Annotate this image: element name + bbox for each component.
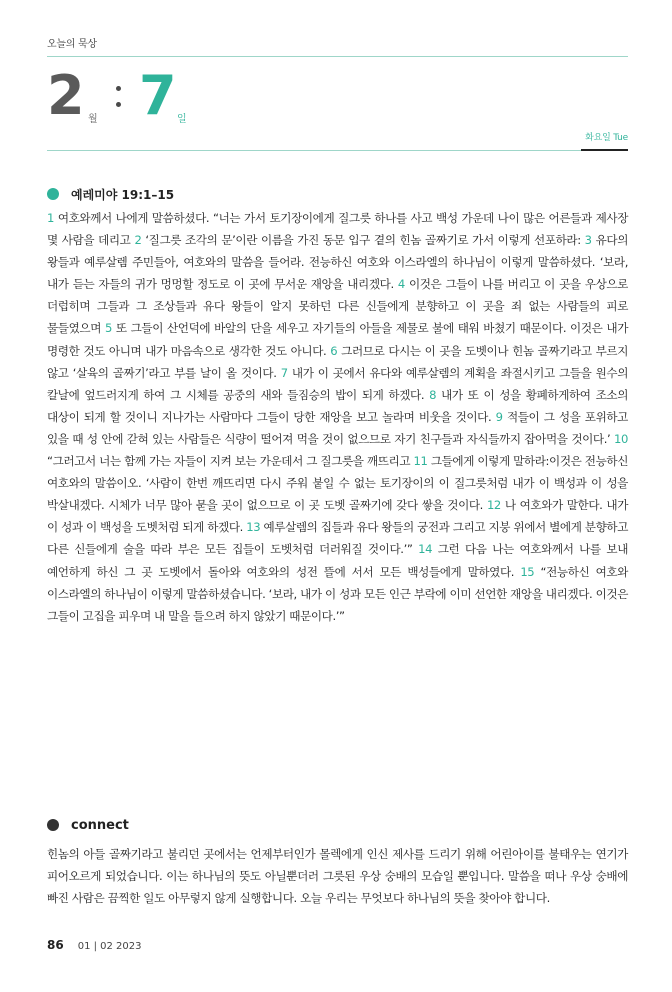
verse-text: 나 여호와가 말한다. 내가 이 성과 이 백성을 도벳처럼 되게 하겠다. xyxy=(47,498,628,535)
date-display xyxy=(47,66,347,130)
verse-number: 7 xyxy=(280,365,288,380)
connect-body: 힌놈의 아들 골짜기라고 불리던 곳에서는 언제부터인가 몰렉에게 인신 제사를 드리기 위해 어린아이를 불태우는 연기가 피어오르게 되었습니다. 이는 하나님의 뜻도 아닐뿐더러 그릇된 우상 숭배의 모습일 뿐입니다. 말씀을 떠나 우상 숭배에 빠진 사람은 끔찍한 일도 아무렇지 않게 실행합니다. 오늘 우리는 무엇보다 하나님의 뜻을 찾아야 합니다. xyxy=(47,847,628,905)
verse-text: “전능하신 여호와 이스라엘의 하나님이 이렇게 말씀하셨습니다. ‘보라, 내가 이 성과 모든 인근 부락에 이미 선언한 재앙을 내리겠다. 이것은 그들이 고집을 피우며 내 말을 들으려 하지 않았기 때문이다.’” xyxy=(47,564,628,623)
verse-text: 내가 또 이 성을 황폐하게하여 조소의 대상이 되게 할 것이니 지나가는 사람마다 그들이 당한 재앙을 보고 놀라며 비웃을 것이다. xyxy=(47,387,628,424)
verse-text: 그런 다음 나는 여호와께서 나를 보내 예언하게 하신 그 곳 도벳에서 돌아와 여호와의 성전 뜰에 서서 모든 백성들에게 말하였다. xyxy=(47,542,628,579)
scripture-body xyxy=(47,207,628,627)
verse-text: 그들에게 이렇게 말하라:이것은 전능하신 여호와의 말씀이오. ‘사람이 한번 깨뜨리면 다시 주워 붙일 수 없는 토기장이의 이 질그릇처럼 내가 이 백성과 이 성을 박살내겠다. 시체가 너무 많아 묻을 곳이 없으므로 이 곳 도벳 골짜기에 갖다 쌓을 것이다. xyxy=(47,454,628,513)
connect-title: connect xyxy=(71,817,129,833)
section-title: 오늘의 묵상 xyxy=(47,39,97,50)
verse-number: 2 xyxy=(134,233,142,248)
verse-number: 15 xyxy=(520,564,535,579)
verse-number: 3 xyxy=(584,233,592,248)
verse-number: 6 xyxy=(330,343,338,358)
scripture-heading xyxy=(47,186,174,202)
verse-text: “그러고서 너는 함께 가는 자들이 지켜 보는 가운데서 그 질그릇을 깨뜨리고 xyxy=(47,454,414,469)
page-number: 86 xyxy=(47,938,64,952)
verse-number: 13 xyxy=(246,520,261,535)
verse-number: 4 xyxy=(397,277,405,292)
top-rule xyxy=(47,56,628,57)
verse-text: 그러므로 다시는 이 곳을 도벳이나 힌놈 골짜기라고 부르지 않고 ‘살육의 골짜기’라고 부를 날이 올 것이다. xyxy=(47,343,628,380)
verse-number: 1 xyxy=(47,211,54,225)
colon-separator xyxy=(116,80,122,110)
verse-number: 8 xyxy=(429,387,437,402)
verse-text: 적들이 그 성을 포위하고 있을 때 성 안에 갇혀 있는 사람들은 식량이 떨어져 먹을 것이 없으므로 자기 친구들과 자식들까지 잡아먹을 것이다.’ xyxy=(47,409,628,446)
verse-number: 12 xyxy=(486,498,501,513)
month-number: 2 xyxy=(47,64,85,127)
verse-number: 5 xyxy=(104,321,112,336)
verse-text: 또 그들이 산언덕에 바알의 단을 세우고 자기들의 아들을 제물로 불에 태워 바쳤기 때문이다. 이것은 내가 명령한 것도 아니며 내가 마음속으로 생각한 것도 아니다. xyxy=(47,321,628,358)
verse-number: 10 xyxy=(614,431,628,446)
bullet-dot-icon xyxy=(47,819,59,831)
header-bottom-rule xyxy=(47,150,581,151)
weekday-label: 화요일 Tue xyxy=(585,133,628,143)
day-number: 7 xyxy=(139,64,177,127)
verse-number: 9 xyxy=(495,409,503,424)
verse-text: 내가 이 곳에서 유다와 예루살렘의 계획을 좌절시키고 그들을 원수의 칼날에 엎드러지게 하여 그 시체를 공중의 새와 들짐승의 밥이 되게 하겠다. xyxy=(47,365,628,402)
issue-date: 01 | 02 2023 xyxy=(77,941,142,952)
bullet-dot-icon xyxy=(47,188,59,200)
verse-text: 유다의 왕들과 예루살렘 주민들아, 여호와의 말씀을 들어라. 전능하신 여호와 이스라엘의 하나님이 이렇게 말씀하셨다. ‘보라, 내가 듣는 자들의 귀가 멍멍할 정도로 이 곳에 무서운 재앙을 내리겠다. xyxy=(47,233,628,292)
weekday-underline xyxy=(581,149,628,151)
verse-text: 여호와께서 나에게 말씀하셨다. “너는 가서 토기장이에게 질그릇 하나를 사고 백성 가운데 나이 많은 어른들과 제사장 몇 사람을 데리고 xyxy=(47,211,628,248)
month-unit: 월 xyxy=(88,114,98,125)
verse-text: ‘질그릇 조각의 문’이란 이름을 가진 동문 입구 곁의 힌놈 골짜기로 가서 이렇게 선포하라: xyxy=(141,233,585,248)
verse-text: 이것은 그들이 나를 버리고 이 곳을 우상으로 더럽히며 그들과 그 조상들과 유다 왕들이 알지 못하던 다른 신들에게 분향하고 이 곳을 죄 없는 사람들의 피로 물들였으며 xyxy=(47,277,628,336)
day-unit: 일 xyxy=(177,114,187,125)
connect-heading xyxy=(47,817,129,833)
page-footer xyxy=(47,938,142,952)
scripture-reference: 예레미야 19:1–15 xyxy=(71,187,175,202)
verse-text: 예루살렘의 집들과 유다 왕들의 궁전과 그리고 지붕 위에서 별에게 분향하고 다른 신들에게 술을 따라 부은 모든 집들이 도벳처럼 더러워질 것이다.’” xyxy=(47,520,628,557)
verse-number: 14 xyxy=(418,542,433,557)
verse-number: 11 xyxy=(413,454,428,469)
